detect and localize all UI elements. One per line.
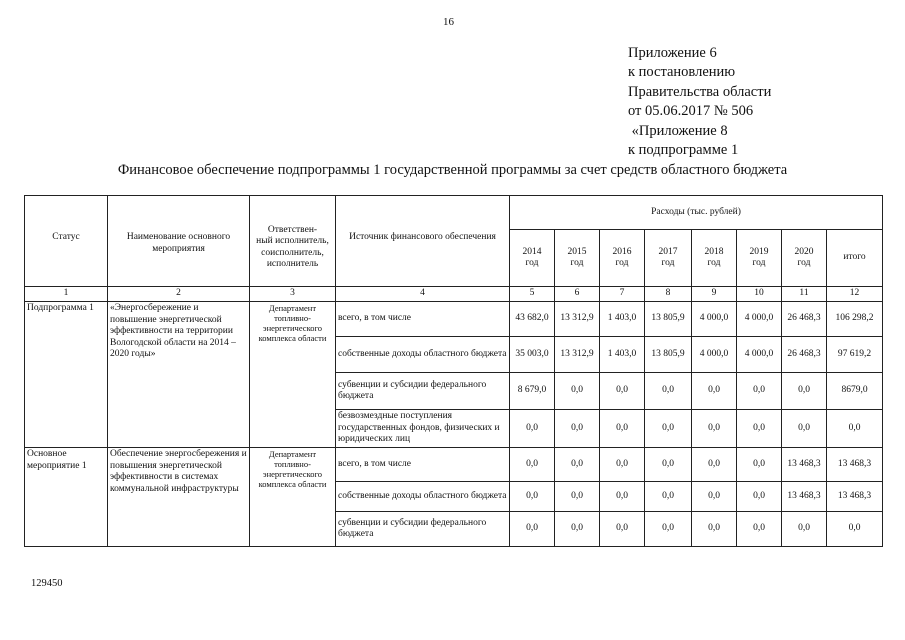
- header-year: 2018 год: [692, 230, 737, 287]
- header-year: 2016 год: [600, 230, 645, 287]
- cell-value: 0,0: [600, 482, 645, 512]
- document-title: Финансовое обеспечение подпрограммы 1 государственной программы за счет средств областного бюджета: [117, 162, 788, 178]
- row-source: собственные доходы областного бюджета: [336, 482, 510, 512]
- header-status: Статус: [25, 196, 108, 287]
- row-status: Подпрограмма 1: [25, 302, 108, 448]
- column-number: 5: [510, 287, 555, 302]
- financing-table: [24, 195, 883, 547]
- cell-total: 0,0: [827, 410, 883, 448]
- cell-value: 0,0: [692, 512, 737, 547]
- row-source: субвенции и субсидии федерального бюджета: [336, 373, 510, 410]
- cell-value: 0,0: [555, 482, 600, 512]
- cell-value: 13 805,9: [645, 302, 692, 337]
- cell-total: 106 298,2: [827, 302, 883, 337]
- cell-total: 13 468,3: [827, 482, 883, 512]
- cell-value: 0,0: [782, 373, 827, 410]
- row-source: безвозмездные поступления государственных фондов, физических и юридических лиц: [336, 410, 510, 448]
- cell-value: 0,0: [737, 448, 782, 482]
- cell-value: 0,0: [645, 448, 692, 482]
- header-total: итого: [827, 230, 883, 287]
- cell-value: 1 403,0: [600, 302, 645, 337]
- column-number: 7: [600, 287, 645, 302]
- appendix-note: Приложение 6 к постановлению Правительства области от 05.06.2017 № 506 «Приложение 8 к подпрограмме 1: [628, 45, 772, 159]
- cell-value: 0,0: [737, 373, 782, 410]
- column-number: 6: [555, 287, 600, 302]
- cell-value: 0,0: [510, 482, 555, 512]
- cell-value: 0,0: [600, 410, 645, 448]
- cell-value: 43 682,0: [510, 302, 555, 337]
- table-row: [25, 302, 883, 337]
- cell-total: 8679,0: [827, 373, 883, 410]
- header-year: 2014 год: [510, 230, 555, 287]
- column-number: 12: [827, 287, 883, 302]
- cell-value: 0,0: [645, 512, 692, 547]
- row-source: всего, в том числе: [336, 302, 510, 337]
- column-number: 2: [108, 287, 250, 302]
- cell-value: 26 468,3: [782, 302, 827, 337]
- column-number: 10: [737, 287, 782, 302]
- cell-value: 0,0: [555, 410, 600, 448]
- row-name: «Энергосбережение и повышение энергетической эффективности на территории Вологодской области на 2014 – 2020 годы»: [108, 302, 250, 448]
- column-number: 4: [336, 287, 510, 302]
- cell-value: 0,0: [645, 410, 692, 448]
- cell-value: 0,0: [737, 482, 782, 512]
- cell-value: 0,0: [737, 410, 782, 448]
- row-executor: Департамент топливно-энергетического комплекса области: [250, 448, 336, 547]
- header-name: Наименование основного мероприятия: [108, 196, 250, 287]
- cell-value: 26 468,3: [782, 337, 827, 373]
- cell-value: 0,0: [510, 448, 555, 482]
- cell-value: 4 000,0: [737, 337, 782, 373]
- column-number: 11: [782, 287, 827, 302]
- header-source: Источник финансового обеспечения: [336, 196, 510, 287]
- cell-value: 0,0: [645, 373, 692, 410]
- row-source: субвенции и субсидии федерального бюджета: [336, 512, 510, 547]
- cell-value: 35 003,0: [510, 337, 555, 373]
- cell-value: 0,0: [692, 410, 737, 448]
- cell-value: 0,0: [645, 482, 692, 512]
- row-source: всего, в том числе: [336, 448, 510, 482]
- cell-value: 13 805,9: [645, 337, 692, 373]
- cell-value: 0,0: [692, 448, 737, 482]
- cell-value: 0,0: [782, 512, 827, 547]
- cell-value: 0,0: [555, 448, 600, 482]
- cell-value: 4 000,0: [737, 302, 782, 337]
- cell-value: 0,0: [600, 448, 645, 482]
- cell-value: 0,0: [555, 373, 600, 410]
- header-year: 2015 год: [555, 230, 600, 287]
- row-status: Основное мероприятие 1: [25, 448, 108, 547]
- cell-value: 13 468,3: [782, 482, 827, 512]
- column-number: 3: [250, 287, 336, 302]
- header-expenses: Расходы (тыс. рублей): [510, 196, 883, 230]
- cell-value: 0,0: [737, 512, 782, 547]
- cell-value: 13 468,3: [782, 448, 827, 482]
- cell-total: 0,0: [827, 512, 883, 547]
- footer-code: 129450: [31, 578, 63, 589]
- cell-value: 0,0: [555, 512, 600, 547]
- header-year: 2020 год: [782, 230, 827, 287]
- cell-value: 4 000,0: [692, 302, 737, 337]
- cell-value: 1 403,0: [600, 337, 645, 373]
- row-executor: Департамент топливно-энергетического комплекса области: [250, 302, 336, 448]
- table-row: [25, 448, 883, 482]
- row-name: Обеспечение энергосбережения и повышения энергетической эффективности в системах коммунальной инфраструктуры: [108, 448, 250, 547]
- cell-value: 0,0: [600, 373, 645, 410]
- column-numbers-row: [25, 287, 883, 302]
- row-source: собственные доходы областного бюджета: [336, 337, 510, 373]
- cell-value: 0,0: [692, 373, 737, 410]
- cell-value: 0,0: [782, 410, 827, 448]
- column-number: 8: [645, 287, 692, 302]
- header-year: 2019 год: [737, 230, 782, 287]
- page-number: 16: [443, 16, 454, 28]
- cell-value: 13 312,9: [555, 337, 600, 373]
- cell-value: 0,0: [692, 482, 737, 512]
- cell-value: 0,0: [600, 512, 645, 547]
- cell-total: 97 619,2: [827, 337, 883, 373]
- cell-value: 0,0: [510, 410, 555, 448]
- cell-value: 8 679,0: [510, 373, 555, 410]
- header-year: 2017 год: [645, 230, 692, 287]
- cell-value: 4 000,0: [692, 337, 737, 373]
- cell-value: 13 312,9: [555, 302, 600, 337]
- cell-total: 13 468,3: [827, 448, 883, 482]
- header-executor: Ответствен- ный исполнитель, соисполнитель, исполнитель: [250, 196, 336, 287]
- column-number: 1: [25, 287, 108, 302]
- column-number: 9: [692, 287, 737, 302]
- cell-value: 0,0: [510, 512, 555, 547]
